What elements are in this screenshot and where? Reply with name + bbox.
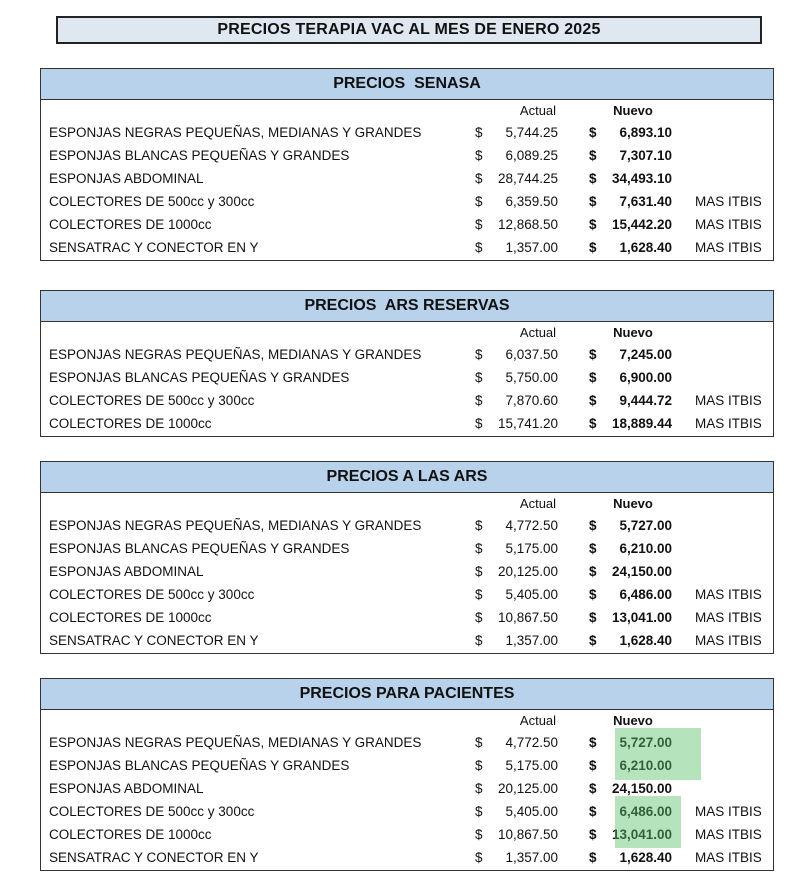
highlight-mark: [615, 796, 681, 848]
section-heading: PRECIOS SENASA: [41, 69, 773, 100]
tax-note: MAS ITBIS: [695, 827, 762, 842]
price-actual: 5,405.00: [505, 587, 558, 602]
price-nuevo: 6,486.00: [619, 587, 672, 602]
currency-symbol: $: [475, 804, 483, 819]
column-header-actual: Actual: [519, 713, 557, 728]
price-nuevo: 5,727.00: [619, 518, 672, 533]
price-actual: 4,772.50: [505, 518, 558, 533]
column-header-actual: Actual: [519, 496, 557, 511]
currency-symbol: $: [589, 758, 597, 773]
item-description: ESPONJAS BLANCAS PEQUEÑAS Y GRANDES: [49, 370, 350, 385]
currency-symbol: $: [589, 194, 597, 209]
table-row: [41, 367, 773, 390]
tax-note: MAS ITBIS: [695, 804, 762, 819]
table-row: [41, 168, 773, 191]
currency-symbol: $: [475, 758, 483, 773]
price-actual: 1,357.00: [505, 850, 558, 865]
item-description: ESPONJAS BLANCAS PEQUEÑAS Y GRANDES: [49, 541, 350, 556]
table-row: [41, 122, 773, 145]
table-row: [41, 145, 773, 168]
section-heading: PRECIOS A LAS ARS: [41, 462, 773, 493]
price-nuevo: 34,493.10: [611, 171, 672, 186]
tax-note: MAS ITBIS: [695, 217, 762, 232]
item-description: ESPONJAS ABDOMINAL: [49, 171, 204, 186]
currency-symbol: $: [475, 194, 483, 209]
table-row: [41, 237, 773, 260]
currency-symbol: $: [589, 240, 597, 255]
price-actual: 5,405.00: [505, 804, 558, 819]
price-nuevo: 7,631.40: [619, 194, 672, 209]
price-nuevo: 18,889.44: [611, 416, 672, 431]
table-row: [41, 630, 773, 653]
currency-symbol: $: [475, 217, 483, 232]
section-heading: PRECIOS PARA PACIENTES: [41, 679, 773, 710]
tax-note: MAS ITBIS: [695, 393, 762, 408]
column-header-nuevo: Nuevo: [613, 325, 653, 340]
column-header-nuevo: Nuevo: [613, 496, 653, 511]
column-headers: [41, 493, 773, 515]
tax-note: MAS ITBIS: [695, 240, 762, 255]
price-nuevo: 24,150.00: [611, 564, 672, 579]
tax-note: MAS ITBIS: [695, 587, 762, 602]
item-description: ESPONJAS NEGRAS PEQUEÑAS, MEDIANAS Y GRANDES: [49, 347, 422, 362]
table-row: [41, 584, 773, 607]
price-nuevo: 6,486.00: [619, 804, 672, 819]
tax-note: MAS ITBIS: [695, 850, 762, 865]
currency-symbol: $: [589, 850, 597, 865]
price-nuevo: 1,628.40: [619, 850, 672, 865]
price-nuevo: 7,307.10: [619, 148, 672, 163]
item-description: ESPONJAS BLANCAS PEQUEÑAS Y GRANDES: [49, 758, 350, 773]
currency-symbol: $: [589, 393, 597, 408]
currency-symbol: $: [589, 804, 597, 819]
price-nuevo: 6,900.00: [619, 370, 672, 385]
currency-symbol: $: [589, 171, 597, 186]
item-description: ESPONJAS NEGRAS PEQUEÑAS, MEDIANAS Y GRANDES: [49, 518, 422, 533]
currency-symbol: $: [589, 827, 597, 842]
currency-symbol: $: [475, 240, 483, 255]
item-description: ESPONJAS BLANCAS PEQUEÑAS Y GRANDES: [49, 148, 350, 163]
table-row: [41, 538, 773, 561]
section-heading: PRECIOS ARS RESERVAS: [41, 291, 773, 322]
price-actual: 10,867.50: [497, 610, 558, 625]
currency-symbol: $: [589, 125, 597, 140]
currency-symbol: $: [475, 370, 483, 385]
price-actual: 7,870.60: [505, 393, 558, 408]
currency-symbol: $: [475, 735, 483, 750]
price-actual: 20,125.00: [497, 564, 558, 579]
price-section: [40, 290, 774, 437]
currency-symbol: $: [475, 347, 483, 362]
currency-symbol: $: [589, 587, 597, 602]
item-description: ESPONJAS NEGRAS PEQUEÑAS, MEDIANAS Y GRANDES: [49, 735, 422, 750]
table-row: [41, 515, 773, 538]
currency-symbol: $: [589, 148, 597, 163]
price-actual: 5,744.25: [505, 125, 558, 140]
price-nuevo: 5,727.00: [619, 735, 672, 750]
table-row: [41, 561, 773, 584]
price-section: [40, 68, 774, 261]
currency-symbol: $: [589, 735, 597, 750]
currency-symbol: $: [475, 587, 483, 602]
currency-symbol: $: [475, 148, 483, 163]
price-actual: 6,089.25: [505, 148, 558, 163]
table-row: [41, 847, 773, 870]
column-headers: [41, 322, 773, 344]
price-actual: 6,037.50: [505, 347, 558, 362]
item-description: ESPONJAS ABDOMINAL: [49, 564, 204, 579]
item-description: SENSATRAC Y CONECTOR EN Y: [49, 633, 259, 648]
currency-symbol: $: [475, 541, 483, 556]
price-actual: 28,744.25: [497, 171, 558, 186]
currency-symbol: $: [475, 781, 483, 796]
item-description: COLECTORES DE 500cc y 300cc: [49, 194, 255, 209]
currency-symbol: $: [589, 416, 597, 431]
price-nuevo: 1,628.40: [619, 633, 672, 648]
tax-note: MAS ITBIS: [695, 633, 762, 648]
currency-symbol: $: [475, 171, 483, 186]
item-description: COLECTORES DE 1000cc: [49, 827, 212, 842]
item-description: COLECTORES DE 1000cc: [49, 610, 212, 625]
price-actual: 10,867.50: [497, 827, 558, 842]
item-description: ESPONJAS ABDOMINAL: [49, 781, 204, 796]
tax-note: MAS ITBIS: [695, 416, 762, 431]
price-actual: 4,772.50: [505, 735, 558, 750]
column-headers: [41, 100, 773, 122]
item-description: SENSATRAC Y CONECTOR EN Y: [49, 240, 259, 255]
currency-symbol: $: [589, 347, 597, 362]
price-nuevo: 24,150.00: [611, 781, 672, 796]
tax-note: MAS ITBIS: [695, 610, 762, 625]
price-nuevo: 13,041.00: [611, 610, 672, 625]
column-header-actual: Actual: [519, 325, 557, 340]
price-actual: 1,357.00: [505, 240, 558, 255]
item-description: COLECTORES DE 1000cc: [49, 217, 212, 232]
price-actual: 1,357.00: [505, 633, 558, 648]
price-actual: 20,125.00: [497, 781, 558, 796]
price-actual: 6,359.50: [505, 194, 558, 209]
currency-symbol: $: [475, 633, 483, 648]
currency-symbol: $: [589, 518, 597, 533]
currency-symbol: $: [475, 610, 483, 625]
tax-note: MAS ITBIS: [695, 194, 762, 209]
item-description: COLECTORES DE 1000cc: [49, 416, 212, 431]
item-description: COLECTORES DE 500cc y 300cc: [49, 804, 255, 819]
item-description: COLECTORES DE 500cc y 300cc: [49, 393, 255, 408]
table-row: [41, 344, 773, 367]
price-actual: 12,868.50: [497, 217, 558, 232]
currency-symbol: $: [589, 370, 597, 385]
currency-symbol: $: [475, 564, 483, 579]
table-row: [41, 191, 773, 214]
price-nuevo: 6,210.00: [619, 541, 672, 556]
currency-symbol: $: [475, 393, 483, 408]
price-nuevo: 1,628.40: [619, 240, 672, 255]
currency-symbol: $: [475, 827, 483, 842]
currency-symbol: $: [475, 125, 483, 140]
table-row: [41, 607, 773, 630]
price-section: [40, 461, 774, 654]
table-row: [41, 214, 773, 237]
page-title: PRECIOS TERAPIA VAC AL MES DE ENERO 2025: [56, 16, 762, 44]
price-nuevo: 9,444.72: [619, 393, 672, 408]
currency-symbol: $: [475, 850, 483, 865]
price-nuevo: 6,893.10: [619, 125, 672, 140]
price-actual: 5,750.00: [505, 370, 558, 385]
item-description: ESPONJAS NEGRAS PEQUEÑAS, MEDIANAS Y GRANDES: [49, 125, 422, 140]
highlight-mark: [615, 728, 701, 780]
price-nuevo: 15,442.20: [611, 217, 672, 232]
column-header-actual: Actual: [519, 103, 557, 118]
currency-symbol: $: [589, 633, 597, 648]
column-header-nuevo: Nuevo: [613, 103, 653, 118]
currency-symbol: $: [475, 518, 483, 533]
price-actual: 5,175.00: [505, 541, 558, 556]
price-nuevo: 7,245.00: [619, 347, 672, 362]
price-nuevo: 6,210.00: [619, 758, 672, 773]
currency-symbol: $: [589, 217, 597, 232]
currency-symbol: $: [589, 564, 597, 579]
price-nuevo: 13,041.00: [611, 827, 672, 842]
price-actual: 5,175.00: [505, 758, 558, 773]
currency-symbol: $: [589, 610, 597, 625]
currency-symbol: $: [589, 781, 597, 796]
currency-symbol: $: [589, 541, 597, 556]
column-header-nuevo: Nuevo: [613, 713, 653, 728]
currency-symbol: $: [475, 416, 483, 431]
item-description: SENSATRAC Y CONECTOR EN Y: [49, 850, 259, 865]
item-description: COLECTORES DE 500cc y 300cc: [49, 587, 255, 602]
table-row: [41, 390, 773, 413]
table-row: [41, 413, 773, 436]
price-actual: 15,741.20: [497, 416, 558, 431]
